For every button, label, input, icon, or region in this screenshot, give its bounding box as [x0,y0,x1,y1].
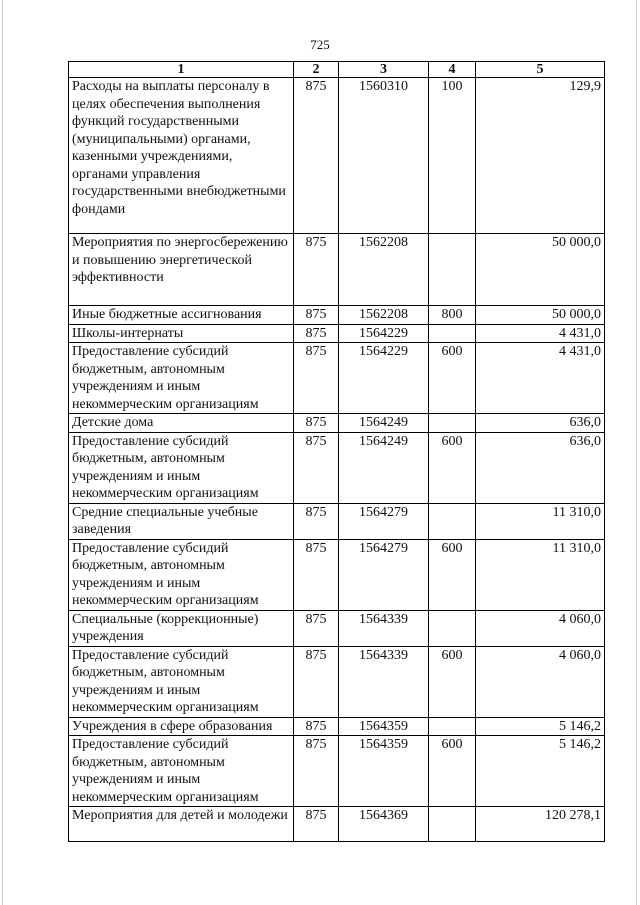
table-row [69,539,605,610]
cell-expense-type [429,234,476,306]
cell-amount: 50 000,0 [476,306,605,325]
table-row [69,343,605,414]
table-row [69,306,605,325]
cell-target-article: 1564249 [339,414,429,433]
cell-name: Предоставление субсидий бюджетным, автономным учреждениям и иным некоммерческим организациям [69,539,294,610]
header-row [69,62,605,78]
cell-expense-type: 600 [429,343,476,414]
table-row [69,432,605,503]
cell-name: Мероприятия для детей и молодежи [69,807,294,842]
cell-target-article: 1564339 [339,646,429,717]
cell-ministry-code: 875 [294,343,339,414]
cell-name: Предоставление субсидий бюджетным, автономным учреждениям и иным некоммерческим организациям [69,343,294,414]
cell-expense-type [429,503,476,539]
header-col-5: 5 [476,62,605,78]
cell-ministry-code: 875 [294,539,339,610]
table-row [69,736,605,807]
cell-target-article: 1564359 [339,717,429,736]
cell-target-article: 1564359 [339,736,429,807]
cell-amount: 4 431,0 [476,343,605,414]
cell-target-article: 1564339 [339,610,429,646]
cell-target-article: 1564229 [339,324,429,343]
table-row [69,414,605,433]
table-row [69,610,605,646]
cell-ministry-code: 875 [294,324,339,343]
cell-target-article: 1564279 [339,503,429,539]
cell-amount: 636,0 [476,432,605,503]
cell-expense-type: 600 [429,736,476,807]
header-col-2: 2 [294,62,339,78]
cell-ministry-code: 875 [294,646,339,717]
cell-name: Расходы на выплаты персоналу в целях обеспечения выполнения функций государственными (муниципальными) органами, казенными учреждениями, органами управления государственными внебюджетными фондами [69,78,294,234]
table-row [69,646,605,717]
header-col-3: 3 [339,62,429,78]
cell-expense-type [429,807,476,842]
cell-amount: 120 278,1 [476,807,605,842]
cell-name: Детские дома [69,414,294,433]
cell-expense-type [429,717,476,736]
cell-expense-type [429,610,476,646]
header-col-4: 4 [429,62,476,78]
cell-expense-type: 800 [429,306,476,325]
table-row [69,503,605,539]
cell-amount: 5 146,2 [476,717,605,736]
cell-name: Школы-интернаты [69,324,294,343]
cell-name: Иные бюджетные ассигнования [69,306,294,325]
cell-target-article: 1564369 [339,807,429,842]
cell-amount: 11 310,0 [476,503,605,539]
cell-expense-type: 600 [429,539,476,610]
scan-edge-left [2,0,3,905]
cell-ministry-code: 875 [294,503,339,539]
cell-ministry-code: 875 [294,414,339,433]
cell-target-article: 1562208 [339,234,429,306]
cell-target-article: 1564229 [339,343,429,414]
cell-ministry-code: 875 [294,432,339,503]
cell-ministry-code: 875 [294,610,339,646]
cell-amount: 4 060,0 [476,610,605,646]
cell-expense-type: 100 [429,78,476,234]
cell-target-article: 1562208 [339,306,429,325]
table-row [69,78,605,234]
cell-amount: 5 146,2 [476,736,605,807]
cell-name: Мероприятия по энергосбережению и повышению энергетической эффективности [69,234,294,306]
table-row [69,324,605,343]
cell-amount: 50 000,0 [476,234,605,306]
budget-table [68,61,605,842]
cell-name: Средние специальные учебные заведения [69,503,294,539]
cell-ministry-code: 875 [294,736,339,807]
cell-ministry-code: 875 [294,717,339,736]
cell-name: Предоставление субсидий бюджетным, автономным учреждениям и иным некоммерческим организациям [69,646,294,717]
cell-expense-type: 600 [429,646,476,717]
cell-amount: 11 310,0 [476,539,605,610]
table-row [69,717,605,736]
table-row [69,234,605,306]
cell-ministry-code: 875 [294,78,339,234]
cell-name: Специальные (коррекционные) учреждения [69,610,294,646]
page-number: 725 [310,37,330,52]
cell-expense-type [429,324,476,343]
cell-amount: 4 060,0 [476,646,605,717]
cell-name: Учреждения в сфере образования [69,717,294,736]
cell-name: Предоставление субсидий бюджетным, автономным учреждениям и иным некоммерческим организациям [69,736,294,807]
cell-amount: 4 431,0 [476,324,605,343]
cell-ministry-code: 875 [294,234,339,306]
cell-amount: 129,9 [476,78,605,234]
table-row [69,807,605,842]
cell-ministry-code: 875 [294,306,339,325]
cell-target-article: 1564249 [339,432,429,503]
scan-edge-right [636,0,637,905]
cell-expense-type: 600 [429,432,476,503]
cell-ministry-code: 875 [294,807,339,842]
cell-name: Предоставление субсидий бюджетным, автономным учреждениям и иным некоммерческим организациям [69,432,294,503]
cell-expense-type [429,414,476,433]
cell-target-article: 1560310 [339,78,429,234]
header-col-1: 1 [69,62,294,78]
cell-target-article: 1564279 [339,539,429,610]
cell-amount: 636,0 [476,414,605,433]
